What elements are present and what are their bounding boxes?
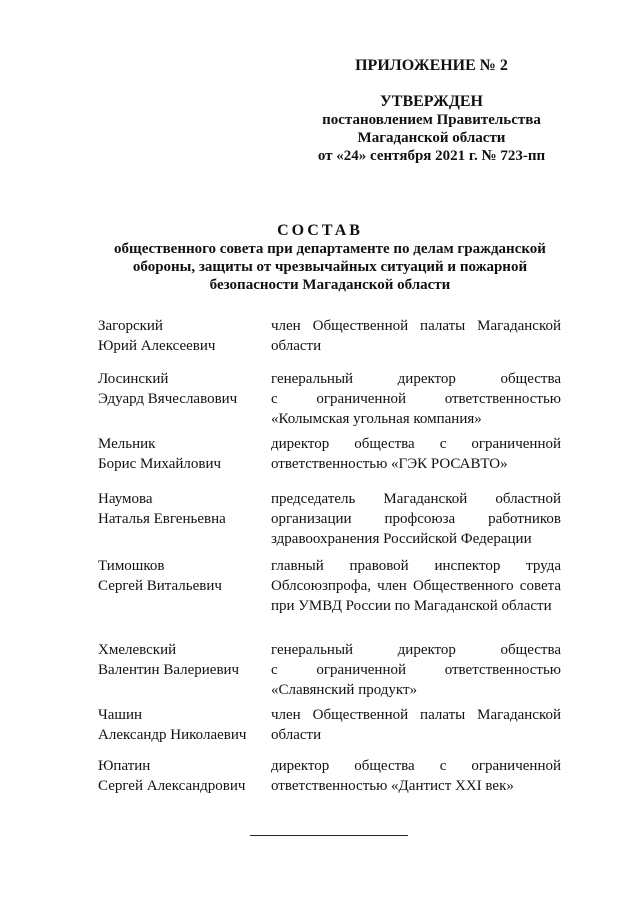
- role-line: генеральный директор общества: [271, 642, 561, 658]
- role-line: с ограниченной ответственностью: [271, 391, 561, 407]
- role-line: «Колымская угольная компания»: [271, 411, 482, 427]
- role-line: Облсоюзпрофа, член Общественного совета: [271, 578, 561, 594]
- member-given-names: Александр Николаевич: [98, 727, 247, 743]
- decree-line: постановлением Правительства: [322, 112, 541, 128]
- decree-line: Магаданской области: [357, 130, 506, 146]
- decree-reference: [300, 111, 563, 165]
- role-line: член Общественной палаты Магаданской: [271, 707, 561, 723]
- member-role: [271, 640, 561, 700]
- member-role: [271, 705, 561, 745]
- member-role: [271, 756, 561, 796]
- member-name: [98, 640, 263, 680]
- role-line: с ограниченной ответственностью: [271, 662, 561, 678]
- member-name: [98, 369, 263, 409]
- member-role: [271, 316, 561, 356]
- member-given-names: Наталья Евгеньевна: [98, 511, 226, 527]
- member-name: [98, 489, 263, 529]
- document-subtitle: [95, 240, 565, 294]
- member-given-names: Юрий Алексеевич: [98, 338, 216, 354]
- member-name: [98, 756, 263, 796]
- subtitle-line: безопасности Магаданской области: [209, 277, 451, 293]
- role-line: ответственностью «ГЭК РОСАВТО»: [271, 456, 508, 472]
- member-given-names: Сергей Александрович: [98, 778, 246, 794]
- role-line: член Общественной палаты Магаданской: [271, 318, 561, 334]
- member-name: [98, 316, 263, 356]
- member-given-names: Борис Михайлович: [98, 456, 222, 472]
- member-given-names: Сергей Витальевич: [98, 578, 222, 594]
- member-role: [271, 489, 561, 549]
- decree-line: от «24» сентября 2021 г. № 723-пп: [317, 148, 546, 164]
- approved-label: УТВЕРЖДЕН: [380, 93, 483, 110]
- role-line: директор общества с ограниченной: [271, 436, 561, 452]
- role-line: председатель Магаданской областной: [271, 491, 561, 507]
- role-line: главный правовой инспектор труда: [271, 558, 561, 574]
- subtitle-line: общественного совета при департаменте по делам гражданской: [114, 241, 546, 257]
- member-role: [271, 434, 561, 474]
- role-line: «Славянский продукт»: [271, 682, 418, 698]
- document-title: СОСТАВ: [277, 222, 363, 239]
- member-role: [271, 369, 561, 429]
- role-line: при УМВД России по Магаданской области: [271, 598, 552, 614]
- role-line: директор общества с ограниченной: [271, 758, 561, 774]
- member-surname: Чашин: [98, 707, 143, 723]
- member-surname: Тимошков: [98, 558, 165, 574]
- member-surname: Загорский: [98, 318, 163, 334]
- role-line: генеральный директор общества: [271, 371, 561, 387]
- member-given-names: Валентин Валериевич: [98, 662, 240, 678]
- member-surname: Хмелевский: [98, 642, 177, 658]
- role-line: здравоохранения Российской Федерации: [271, 531, 532, 547]
- member-role: [271, 556, 561, 616]
- appendix-label: ПРИЛОЖЕНИЕ № 2: [355, 57, 508, 74]
- role-line: ответственностью «Дантист XXI век»: [271, 778, 514, 794]
- role-line: организации профсоюза работников: [271, 511, 561, 527]
- member-surname: Мельник: [98, 436, 156, 452]
- member-surname: Лосинский: [98, 371, 169, 387]
- member-surname: Наумова: [98, 491, 153, 507]
- member-given-names: Эдуард Вячеславович: [98, 391, 238, 407]
- member-name: [98, 556, 263, 596]
- role-line: области: [271, 338, 322, 354]
- subtitle-line: обороны, защиты от чрезвычайных ситуаций и пожарной: [132, 259, 528, 275]
- role-line: области: [271, 727, 322, 743]
- member-name: [98, 705, 263, 745]
- member-name: [98, 434, 263, 474]
- footer-divider: [250, 835, 408, 836]
- member-surname: Юпатин: [98, 758, 151, 774]
